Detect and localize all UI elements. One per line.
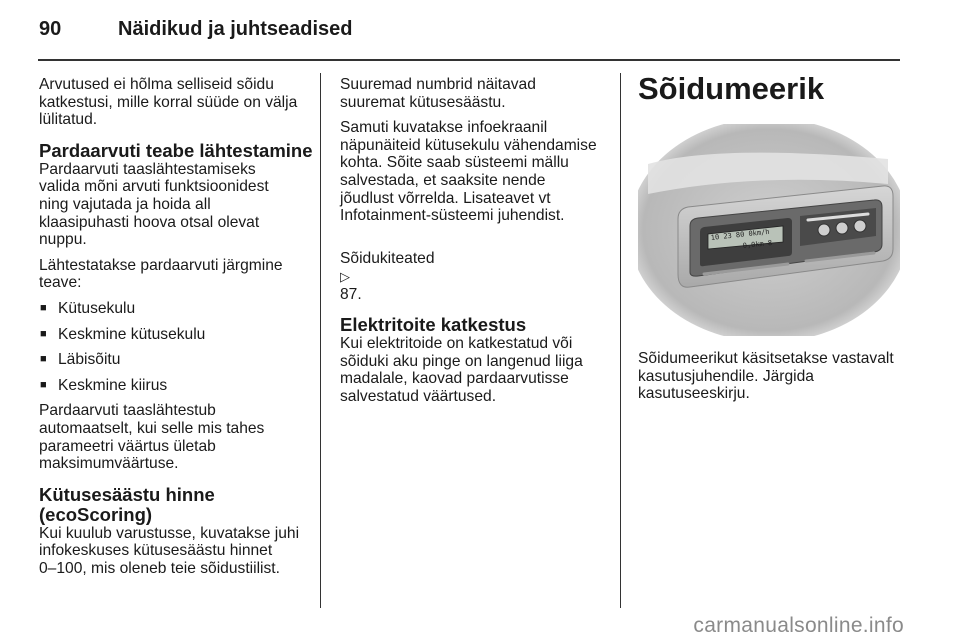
reference-label: Sõidukiteated: [340, 250, 435, 268]
reference-line: [340, 233, 615, 303]
header-rule: [38, 59, 900, 61]
list-item: ■ Keskmine kütusekulu: [39, 326, 314, 344]
power-paragraph: Kui elektritoide on katkestatud või sõiduki aku pinge on langenud liiga madalale, kaovad pardaarvutisse salvestatud väärtused.: [340, 335, 583, 405]
list-item: ■ Keskmine kiirus: [39, 377, 314, 395]
eco-paragraph-continued: Suuremad numbrid näitavad suuremat kütusesäästu.: [340, 76, 536, 111]
column-divider: [320, 73, 321, 608]
eco-paragraph: Kui kuulub varustusse, kuvatakse juhi infokeskuses kütusesäästu hinnet 0–100, mis oleneb teie sõidustiilist.: [39, 524, 300, 577]
arrow-reference-icon: ▷: [340, 268, 350, 284]
reference-page[interactable]: 87.: [340, 285, 362, 303]
list-item: ■ Kütusekulu: [39, 300, 314, 318]
reset-list-intro: Lähtestatakse pardaarvuti järgmine teave:: [39, 256, 283, 292]
tachograph-paragraph: Sõidumeerikut käsitsetakse vastavalt kasutusjuhendile. Järgida kasutuseeskirju.: [638, 350, 894, 403]
column-divider: [620, 73, 621, 608]
watermark: carmanualsonline.info: [693, 614, 904, 637]
auto-reset-paragraph: Pardaarvuti taaslähtestub automaatselt, kui selle mis tahes parameetri väärtus ületab maksimumväärtuse.: [39, 402, 265, 473]
intro-paragraph: Arvutused ei hõlma selliseid sõidu katkestusi, mille korral süüde on välja lülitatud.: [39, 76, 298, 129]
list-item: ■ Läbisõitu: [39, 351, 314, 369]
tachograph-illustration: [638, 124, 900, 336]
column-2: [340, 76, 615, 414]
reset-list: [39, 300, 314, 394]
reset-heading: Pardaarvuti teabe lähtestamine: [39, 139, 313, 161]
column-3: [638, 72, 908, 411]
page-number: 90: [39, 18, 62, 40]
reset-paragraph: Pardaarvuti taaslähtestamiseks valida mõni arvuti funktsioonidest ning vajutada ja hoida all klaasipuhasti hoova otsal olevat nuppu.: [39, 160, 269, 249]
eco-heading: Kütusesäästu hinne (ecoScoring): [39, 483, 215, 525]
section-title: Sõidumeerik: [638, 71, 825, 106]
tachograph-display-line2: 0,0km 8: [742, 238, 773, 250]
column-1: [39, 76, 314, 585]
tachograph-display-line1: 10 23 80 0km/h: [710, 227, 770, 242]
running-title: Näidikud ja juhtseadised: [118, 18, 353, 40]
power-heading: Elektritoite katkestus: [340, 314, 527, 336]
info-paragraph: Samuti kuvatakse infoekraanil näpunäiteid kütusekulu vähendamise kohta. Sõite saab süsteemi mällu salvestada, et saaksite nende jõudlust võrrelda. Lisateavet vt Infotainment-süsteemi juhendist.: [340, 119, 597, 225]
